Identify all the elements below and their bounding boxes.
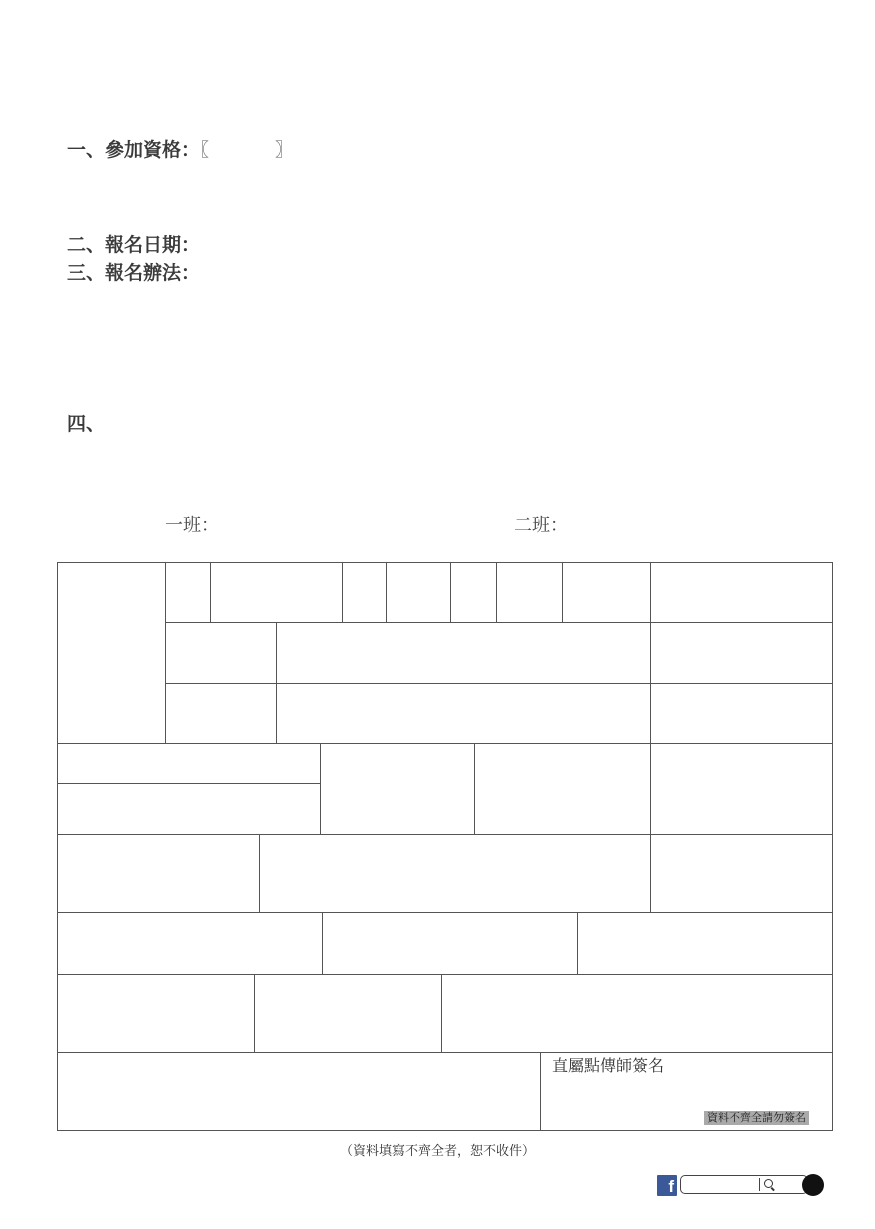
facebook-icon: f bbox=[657, 1175, 677, 1196]
grid-line bbox=[57, 562, 833, 563]
qualification-heading bbox=[67, 141, 293, 160]
date-heading: 二、報名日期： bbox=[67, 234, 201, 256]
grid-line bbox=[259, 834, 260, 912]
incomplete-data-footnote: （資料填寫不齊全者，恕不收件） bbox=[339, 1144, 535, 1159]
bracket-open: 〖 bbox=[200, 140, 210, 161]
grid-line bbox=[540, 1052, 541, 1130]
grid-line bbox=[57, 562, 58, 1131]
grid-line bbox=[496, 562, 497, 622]
signature-warning-badge: 資料不齊全請勿簽名 bbox=[704, 1111, 809, 1125]
grid-line bbox=[386, 562, 387, 622]
grid-line bbox=[450, 562, 451, 622]
grid-line bbox=[650, 834, 651, 912]
grid-line bbox=[320, 743, 321, 834]
qualification-label: 一、參加資格： bbox=[67, 139, 201, 161]
grid-line bbox=[650, 562, 651, 743]
class-one-label: 一班： bbox=[165, 515, 219, 536]
grid-line bbox=[210, 562, 211, 622]
search-divider bbox=[759, 1178, 760, 1191]
page-marker-dot bbox=[802, 1174, 824, 1196]
facebook-search-box bbox=[680, 1175, 808, 1194]
grid-line bbox=[57, 743, 833, 744]
grid-line bbox=[342, 562, 343, 622]
method-heading: 三、報名辦法： bbox=[67, 262, 201, 284]
signature-label: 直屬點傳師簽名 bbox=[552, 1056, 665, 1075]
grid-line bbox=[57, 783, 320, 784]
grid-line bbox=[165, 562, 166, 743]
grid-line bbox=[165, 683, 833, 684]
section-four-heading: 四、 bbox=[67, 413, 106, 435]
grid-line bbox=[57, 912, 833, 913]
grid-line bbox=[254, 974, 255, 1052]
grid-line bbox=[832, 562, 833, 1131]
grid-line bbox=[57, 834, 833, 835]
search-icon bbox=[764, 1179, 773, 1188]
grid-line bbox=[441, 974, 442, 1052]
grid-line bbox=[165, 622, 833, 623]
grid-line bbox=[57, 1130, 833, 1131]
grid-line bbox=[474, 743, 475, 834]
grid-line bbox=[57, 1052, 833, 1053]
grid-line bbox=[650, 743, 651, 834]
grid-line bbox=[577, 912, 578, 974]
class-two-label: 二班： bbox=[514, 515, 568, 536]
grid-line bbox=[322, 912, 323, 974]
grid-line bbox=[276, 622, 277, 743]
grid-line bbox=[562, 562, 563, 622]
bracket-close: 〗 bbox=[275, 140, 294, 161]
grid-line bbox=[57, 974, 833, 975]
